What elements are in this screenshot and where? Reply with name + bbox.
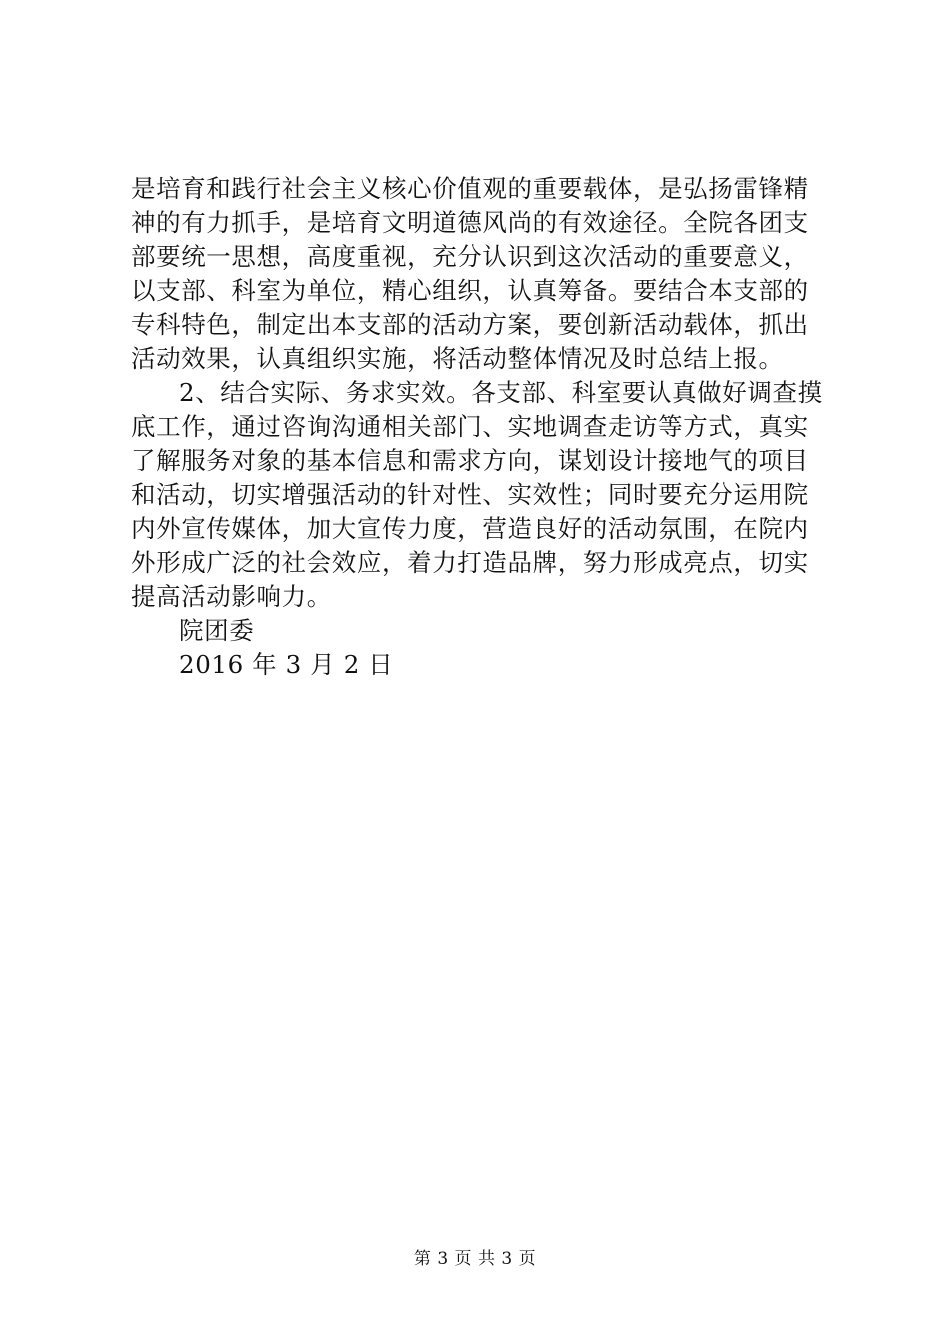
body-line: 内外宣传媒体，加大宣传力度，营造良好的活动氛围，在院内 xyxy=(131,514,809,543)
body-line: 专科特色，制定出本支部的活动方案，要创新活动载体，抓出 xyxy=(131,310,809,339)
body-line: 活动效果，认真组织实施，将活动整体情况及时总结上报。 xyxy=(131,344,784,373)
page-footer: 第 3 页 共 3 页 xyxy=(413,1249,537,1269)
document-date: 2016 年 3 月 2 日 xyxy=(179,650,394,679)
body-line: 和活动，切实增强活动的针对性、实效性；同时要充分运用院 xyxy=(131,480,809,509)
body-line: 以支部、科室为单位，精心组织，认真筹备。要结合本支部的 xyxy=(131,276,809,305)
body-line: 底工作，通过咨询沟通相关部门、实地调查走访等方式，真实 xyxy=(131,412,809,441)
paragraph-2-first-line: 2、结合实际、务求实效。各支部、科室要认真做好调查摸 xyxy=(179,378,823,407)
body-line: 神的有力抓手，是培育文明道德风尚的有效途径。全院各团支 xyxy=(131,208,809,237)
body-line: 是培育和践行社会主义核心价值观的重要载体，是弘扬雷锋精 xyxy=(131,174,809,203)
body-line: 外形成广泛的社会效应，着力打造品牌，努力形成亮点，切实 xyxy=(131,548,809,577)
body-line: 提高活动影响力。 xyxy=(131,582,332,611)
body-line: 部要统一思想，高度重视，充分认识到这次活动的重要意义， xyxy=(131,242,809,271)
signature: 院团委 xyxy=(179,616,255,645)
body-line: 了解服务对象的基本信息和需求方向，谋划设计接地气的项目 xyxy=(131,446,809,475)
